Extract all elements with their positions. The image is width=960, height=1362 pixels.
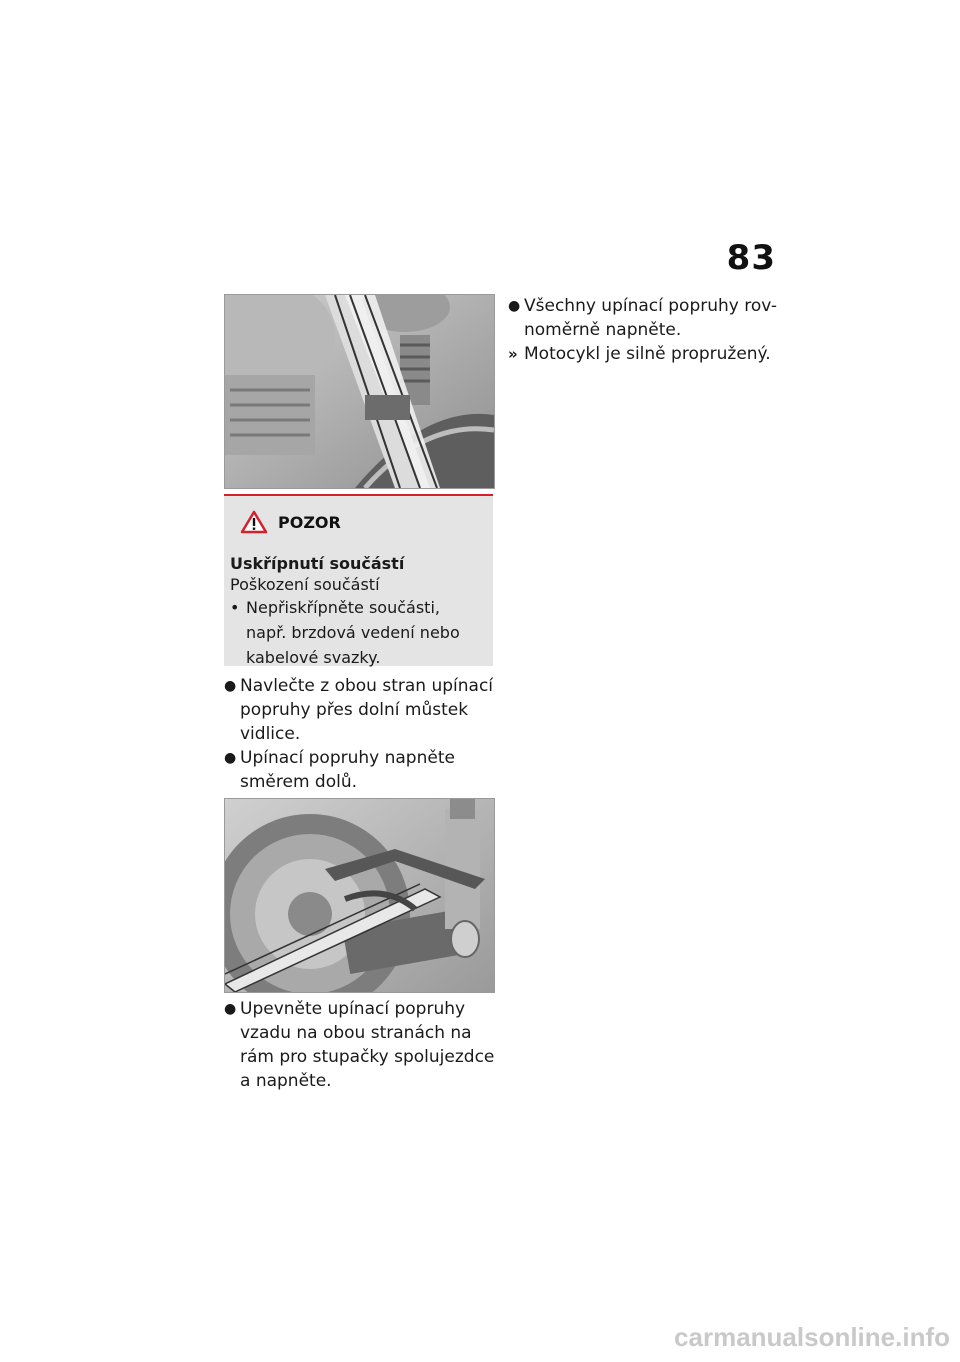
warning-bullet-text: Nepřiskřípněte součásti, např. brzdová vedení nebo kabelové svazky.	[246, 598, 460, 667]
list-item	[508, 342, 780, 366]
rear-strap-drawing	[225, 799, 494, 992]
warning-heading: Uskřípnutí součástí	[230, 554, 405, 573]
bullet-dot-icon: ●	[508, 298, 521, 314]
bullet-dot-icon: ●	[224, 1001, 237, 1017]
warning-title: POZOR	[278, 512, 341, 532]
step-text: Upevněte upínací popruhy vzadu na obou stranách na rám pro stupačky spolujezdce a napněte.	[240, 999, 495, 1091]
warning-consequence: Poškození součástí	[230, 575, 380, 594]
warning-header	[240, 510, 341, 534]
fork-strap-drawing	[225, 295, 494, 488]
step-text: Upínací popruhy napněte směrem dolů.	[240, 748, 455, 792]
bullet-dot-icon: ●	[224, 678, 237, 694]
list-item	[508, 294, 780, 342]
step-text: Navlečte z obou stran upínací popruhy přes dolní můstek vidlice.	[240, 676, 494, 744]
list-item	[224, 674, 496, 746]
bullet-dot-icon: ●	[224, 750, 237, 766]
watermark: carmanualsonline.info	[674, 1322, 950, 1352]
step-text: Všechny upínací popruhy rov-noměrně napněte.	[524, 296, 777, 340]
left-step-list-2	[224, 997, 496, 1093]
page-number: 83	[726, 238, 776, 278]
result-text: Motocykl je silně propružený.	[524, 344, 771, 364]
warning-bullet	[230, 595, 485, 670]
left-step-list	[224, 674, 496, 794]
list-item	[224, 746, 496, 794]
result-arrow-icon: »	[508, 345, 518, 363]
fork-strap-illustration	[224, 294, 495, 489]
rear-strap-illustration	[224, 798, 495, 993]
bullet-dot-icon: •	[230, 598, 240, 617]
warning-triangle-icon	[240, 510, 268, 534]
warning-box	[224, 494, 493, 666]
list-item	[224, 997, 496, 1093]
right-step-list	[508, 294, 780, 366]
